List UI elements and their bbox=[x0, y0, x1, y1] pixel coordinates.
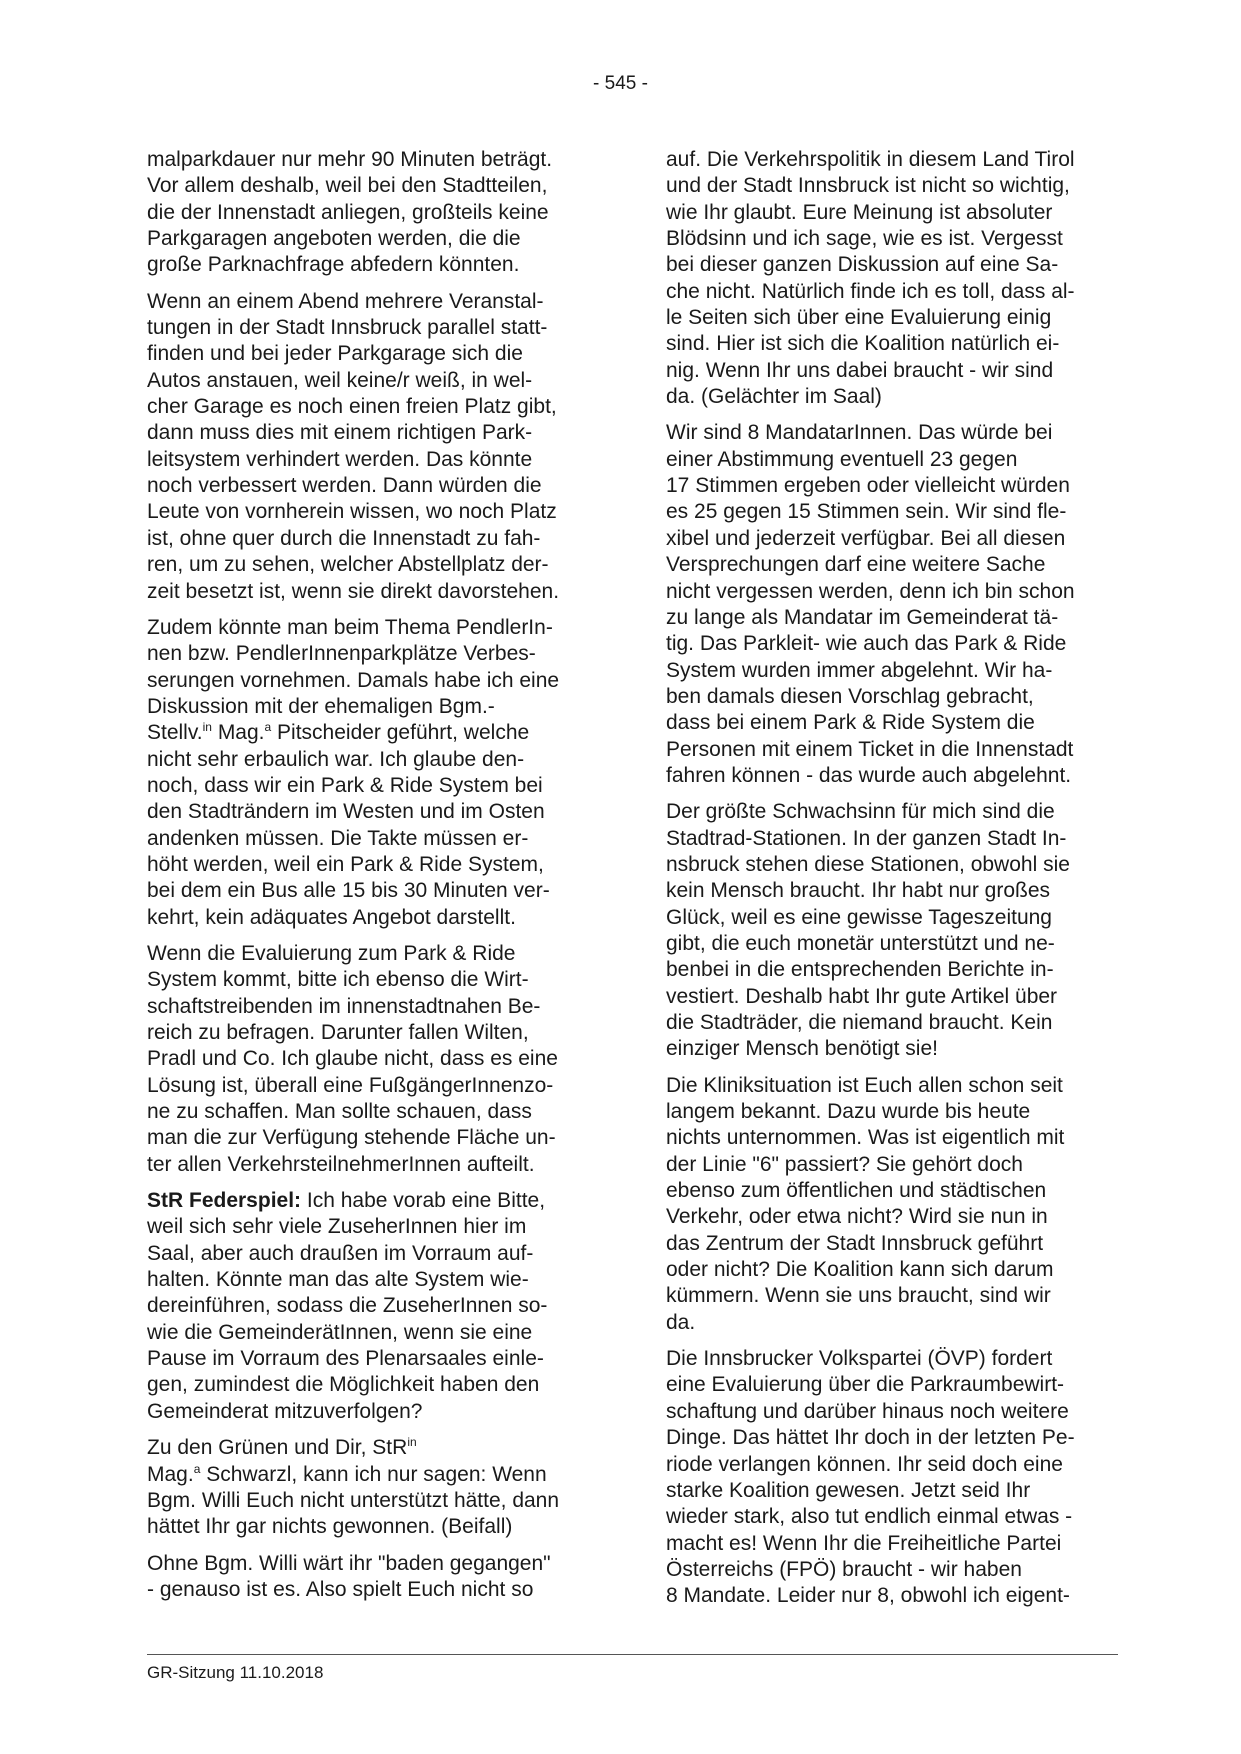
text-line: - genauso ist es. Also spielt Euch nicht so bbox=[147, 1577, 534, 1601]
text-line: dass bei einem Park & Ride System die bbox=[666, 711, 1035, 735]
text-line: nsbruck stehen diese Stationen, obwohl sie bbox=[666, 852, 1070, 876]
text-line: nig. Wenn Ihr uns dabei braucht - wir sind bbox=[666, 358, 1054, 382]
text-line: Wenn die Evaluierung zum Park & Ride bbox=[147, 941, 516, 965]
text-line: malparkdauer nur mehr 90 Minuten beträgt. bbox=[147, 148, 553, 171]
text-line: kümmern. Wenn sie uns braucht, sind wir bbox=[666, 1284, 1051, 1308]
text-line: Lösung ist, überall eine FußgängerInnenzo- bbox=[147, 1073, 554, 1097]
text-line: noch verbessert werden. Dann würden die bbox=[147, 474, 542, 498]
text-segment: Ich habe vorab eine Bitte, bbox=[301, 1189, 546, 1213]
text-line: serungen vornehmen. Damals habe ich eine bbox=[147, 668, 560, 692]
text-line: einziger Mensch benötigt sie! bbox=[666, 1037, 938, 1061]
text-line: nen bzw. PendlerInnenparkplätze Verbes- bbox=[147, 642, 536, 666]
paragraph bbox=[147, 289, 607, 605]
text-line: 17 Stimmen ergeben oder vielleicht würden bbox=[666, 474, 1070, 498]
text-line bbox=[147, 1188, 607, 1214]
right-column bbox=[666, 147, 1126, 1620]
text-line: nichts unternommen. Was ist eigentlich mit bbox=[666, 1126, 1065, 1150]
text-line: das Zentrum der Stadt Innsbruck geführt bbox=[666, 1231, 1044, 1255]
text-line: weil sich sehr viele ZuseherInnen hier im bbox=[147, 1215, 527, 1239]
text-line: Personen mit einem Ticket in die Innenstadt bbox=[666, 737, 1074, 761]
text-line: noch, dass wir ein Park & Ride System bei bbox=[147, 773, 543, 797]
text-line: kein Mensch braucht. Ihr habt nur großes bbox=[666, 879, 1051, 903]
text-line: macht es! Wenn Ihr die Freiheitliche Partei bbox=[666, 1531, 1062, 1555]
footer-divider bbox=[147, 1654, 1118, 1655]
text-line: auf. Die Verkehrspolitik in diesem Land Tirol bbox=[666, 148, 1075, 171]
text-line: ist, ohne quer durch die Innenstadt zu fah- bbox=[147, 526, 541, 550]
superscript: a bbox=[264, 720, 272, 735]
text-line: Ohne Bgm. Willi wärt ihr "baden gegangen" bbox=[147, 1551, 551, 1575]
text-line: tig. Das Parkleit- wie auch das Park & Ride bbox=[666, 632, 1067, 656]
text-segment: Mag. bbox=[147, 1462, 194, 1486]
text-line: Wenn an einem Abend mehrere Veranstal- bbox=[147, 289, 544, 313]
speaker-name: StR Federspiel: bbox=[147, 1189, 302, 1213]
text-line: leitsystem verhindert werden. Das könnte bbox=[147, 447, 533, 471]
text-line: nicht sehr erbaulich war. Ich glaube den- bbox=[147, 747, 525, 771]
text-line: xibel und jederzeit verfügbar. Bei all diesen bbox=[666, 526, 1066, 550]
text-line: Glück, weil es eine gewisse Tageszeitung bbox=[666, 905, 1052, 929]
text-line: starke Koalition gewesen. Jetzt seid Ihr bbox=[666, 1478, 1031, 1502]
text-line: Versprechungen darf eine weitere Sache bbox=[666, 553, 1046, 577]
text-line: Österreichs (FPÖ) braucht - wir haben bbox=[666, 1557, 1022, 1581]
text-line: System kommt, bitte ich ebenso die Wirt- bbox=[147, 968, 529, 992]
text-line: reich zu befragen. Darunter fallen Wilten, bbox=[147, 1021, 529, 1044]
text-line: zeit besetzt ist, wenn sie direkt davorstehen. bbox=[147, 579, 560, 603]
text-segment: Pitscheider geführt, welche bbox=[271, 721, 530, 745]
text-line: che nicht. Natürlich finde ich es toll, dass al- bbox=[666, 279, 1075, 303]
text-line: wie Ihr glaubt. Eure Meinung ist absoluter bbox=[666, 200, 1053, 224]
text-line: eine Evaluierung über die Parkraumbewirt- bbox=[666, 1373, 1065, 1397]
paragraph bbox=[147, 941, 607, 1178]
text-line: die der Innenstadt anliegen, großteils keine bbox=[147, 200, 549, 224]
text-line bbox=[147, 720, 607, 746]
superscript: a bbox=[193, 1461, 201, 1476]
text-line: Saal, aber auch draußen im Vorraum auf- bbox=[147, 1241, 534, 1265]
text-line: cher Garage es noch einen freien Platz gibt, bbox=[147, 395, 557, 419]
text-line: ren, um zu sehen, welcher Abstellplatz der- bbox=[147, 553, 549, 577]
text-line: man die zur Verfügung stehende Fläche un- bbox=[147, 1126, 556, 1150]
text-line: Die Kliniksituation ist Euch allen schon seit bbox=[666, 1073, 1063, 1097]
text-line: Pradl und Co. Ich glaube nicht, dass es eine bbox=[147, 1047, 558, 1071]
text-line: es 25 gegen 15 Stimmen sein. Wir sind fle- bbox=[666, 500, 1067, 524]
paragraph bbox=[666, 799, 1126, 1062]
paragraph bbox=[147, 147, 607, 279]
text-line: schaftstreibenden im innenstadtnahen Be- bbox=[147, 994, 541, 1018]
text-line: gibt, die euch monetär unterstützt und ne- bbox=[666, 931, 1055, 955]
text-line: höht werden, weil ein Park & Ride System, bbox=[147, 852, 544, 876]
text-line: der Linie "6" passiert? Sie gehört doch bbox=[666, 1152, 1023, 1176]
text-line: Wir sind 8 MandatarInnen. Das würde bei bbox=[666, 421, 1053, 445]
text-line: da. bbox=[666, 1310, 696, 1334]
text-line: 8 Mandate. Leider nur 8, obwohl ich eigent- bbox=[666, 1584, 1070, 1608]
text-line: da. (Gelächter im Saal) bbox=[666, 385, 882, 409]
text-line: andenken müssen. Die Takte müssen er- bbox=[147, 826, 529, 850]
text-line: hättet Ihr gar nichts gewonnen. (Beifall) bbox=[147, 1515, 513, 1539]
text-line: gen, zumindest die Möglichkeit haben den bbox=[147, 1373, 540, 1397]
text-line: benbei in die entsprechenden Berichte in- bbox=[666, 958, 1054, 982]
text-line: Leute von vornherein wissen, wo noch Platz bbox=[147, 500, 557, 524]
text-line: Bgm. Willi Euch nicht unterstützt hätte, dann bbox=[147, 1488, 560, 1512]
text-line: Verkehr, oder etwa nicht? Wird sie nun in bbox=[666, 1205, 1048, 1229]
text-line: schaftung und darüber hinaus noch weitere bbox=[666, 1399, 1069, 1423]
text-line: und der Stadt Innsbruck ist nicht so wichtig, bbox=[666, 174, 1070, 198]
text-line: Die Innsbrucker Volkspartei (ÖVP) fordert bbox=[666, 1347, 1053, 1371]
text-line: ben damals diesen Vorschlag gebracht, bbox=[666, 684, 1034, 708]
page-number: - 545 - bbox=[593, 73, 648, 94]
text-segment: Zu den Grünen und Dir, StR bbox=[147, 1436, 408, 1460]
text-segment: Mag. bbox=[211, 721, 265, 745]
text-line: ter allen VerkehrsteilnehmerInnen aufteilt. bbox=[147, 1152, 535, 1176]
text-line: sind. Hier ist sich die Koalition natürlich ei- bbox=[666, 332, 1060, 356]
left-column bbox=[147, 147, 607, 1613]
paragraph bbox=[147, 1435, 607, 1540]
paragraph bbox=[666, 1346, 1126, 1609]
text-line: wieder stark, also tut endlich einmal etwas - bbox=[666, 1505, 1073, 1529]
paragraph bbox=[147, 615, 607, 931]
text-line: tungen in der Stadt Innsbruck parallel statt- bbox=[147, 316, 548, 340]
text-line: einer Abstimmung eventuell 23 gegen bbox=[666, 447, 1018, 471]
text-line: dereinführen, sodass die ZuseherInnen so- bbox=[147, 1294, 548, 1318]
text-line: Dinge. Das hättet Ihr doch in der letzten Pe- bbox=[666, 1426, 1075, 1450]
text-line: Zudem könnte man beim Thema PendlerIn- bbox=[147, 615, 553, 639]
text-line: Parkgaragen angeboten werden, die die bbox=[147, 227, 521, 251]
text-line: den Stadträndern im Westen und im Osten bbox=[147, 800, 545, 824]
text-line: bei dieser ganzen Diskussion auf eine Sa- bbox=[666, 253, 1059, 277]
text-line: zu lange als Mandatar im Gemeinderat tä- bbox=[666, 605, 1059, 629]
text-line: Diskussion mit der ehemaligen Bgm.- bbox=[147, 694, 495, 718]
text-segment: Schwarzl, kann ich nur sagen: Wenn bbox=[200, 1462, 547, 1486]
paragraph bbox=[147, 1188, 607, 1425]
text-line: die Stadträder, die niemand braucht. Kein bbox=[666, 1011, 1053, 1034]
text-line: wie die GemeinderätInnen, wenn sie eine bbox=[147, 1320, 533, 1344]
superscript: in bbox=[202, 720, 212, 735]
text-line: Gemeinderat mitzuverfolgen? bbox=[147, 1399, 423, 1423]
text-line: bei dem ein Bus alle 15 bis 30 Minuten ver- bbox=[147, 879, 550, 903]
text-line: langem bekannt. Dazu wurde bis heute bbox=[666, 1100, 1031, 1124]
text-line: große Parknachfrage abfedern könnten. bbox=[147, 253, 520, 277]
text-line: nicht vergessen werden, denn ich bin schon bbox=[666, 579, 1075, 603]
text-line: riode verlangen können. Ihr seid doch eine bbox=[666, 1452, 1063, 1476]
superscript: in bbox=[407, 1435, 417, 1450]
text-line bbox=[147, 1462, 607, 1488]
text-line: fahren können - das wurde auch abgelehnt. bbox=[666, 763, 1072, 787]
text-line: kehrt, kein adäquates Angebot darstellt. bbox=[147, 905, 516, 929]
text-line: le Seiten sich über eine Evaluierung einig bbox=[666, 306, 1052, 330]
text-line: Stadtrad-Stationen. In der ganzen Stadt In- bbox=[666, 826, 1067, 850]
text-line: Vor allem deshalb, weil bei den Stadtteilen, bbox=[147, 174, 548, 198]
text-line: ne zu schaffen. Man sollte schauen, dass bbox=[147, 1100, 532, 1124]
text-segment: Stellv. bbox=[147, 721, 203, 745]
text-line: Blödsinn und ich sage, wie es ist. Vergesst bbox=[666, 227, 1063, 251]
paragraph bbox=[666, 1073, 1126, 1336]
text-line: Pause im Vorraum des Plenarsaales einle- bbox=[147, 1347, 544, 1371]
text-line: halten. Könnte man das alte System wie- bbox=[147, 1268, 529, 1292]
text-line: Autos anstauen, weil keine/r weiß, in wel- bbox=[147, 368, 533, 392]
text-line bbox=[147, 1435, 607, 1461]
paragraph bbox=[147, 1551, 607, 1604]
paragraph bbox=[666, 420, 1126, 789]
text-line: finden und bei jeder Parkgarage sich die bbox=[147, 342, 523, 366]
text-line: dann muss dies mit einem richtigen Park- bbox=[147, 421, 533, 445]
paragraph bbox=[666, 147, 1126, 410]
text-line: ebenso zum öffentlichen und städtischen bbox=[666, 1179, 1047, 1203]
text-line: System wurden immer abgelehnt. Wir ha- bbox=[666, 658, 1053, 682]
text-line: vestiert. Deshalb habt Ihr gute Artikel über bbox=[666, 984, 1058, 1008]
text-line: Der größte Schwachsinn für mich sind die bbox=[666, 800, 1055, 824]
text-line: oder nicht? Die Koalition kann sich darum bbox=[666, 1258, 1054, 1282]
footer-session-date: GR-Sitzung 11.10.2018 bbox=[147, 1663, 324, 1682]
